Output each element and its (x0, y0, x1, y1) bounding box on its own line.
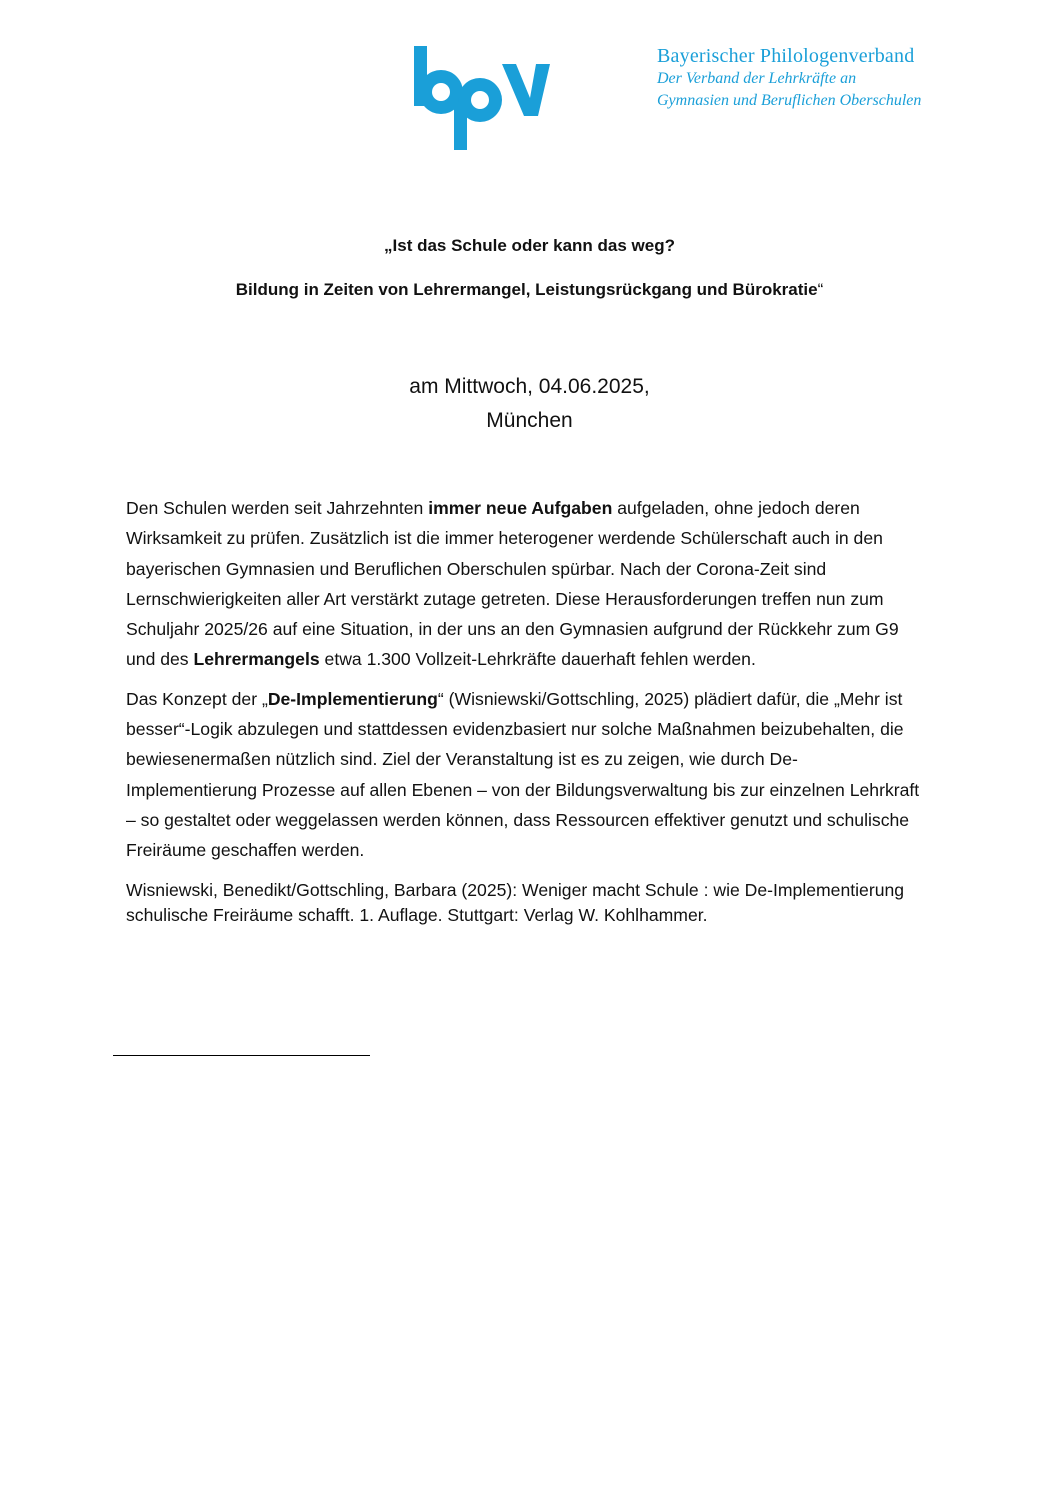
p1-bold-1: immer neue Aufgaben (428, 498, 613, 518)
p1-text-3: etwa 1.300 Vollzeit-Lehrkräfte dauerhaft fehlen werden. (319, 649, 756, 670)
p1-text-2: aufgeladen, ohne jedoch deren Wirksamkeit zu prüfen. Zusätzlich ist die immer heterogener werdende Schülerschaft auch in den bayerischen Gymnasien und Beruflichen Oberschulen spürbar. Nach der Corona-Zeit sind Lernschwierigkeiten aller Art verstärkt zutage getreten. Diese Herausforderungen treffen nun zum Schuljahr 2025/26 auf eine Situation, in der uns an den Gymnasien aufgrund der Rückkehr zum G9 und des (126, 498, 899, 670)
p1-text-1: Den Schulen werden seit Jahrzehnten (126, 498, 429, 518)
title-closing-quote: “ (817, 280, 824, 299)
event-place: München (486, 409, 573, 432)
org-subtitle-line1: Der Verband der Lehrkräfte an (657, 70, 857, 87)
paragraph-1 (126, 493, 926, 675)
title-line2-text: Bildung in Zeiten von Lehrermangel, Leistungsrückgang und Bürokratie (235, 280, 818, 299)
p2-text-2: “ (Wisniewski/Gottschling, 2025) plädiert dafür, die „Mehr ist besser“-Logik abzulegen und stattdessen evidenzbasiert nur solche Maßnahmen beizubehalten, die bewiesenermaßen nützlich sind. Ziel der Veranstaltung ist es zu zeigen, wie durch De-Implementierung Prozesse auf allen Ebenen – von der Bildungsverwaltung bis zur einzelnen Lehrkraft – so gestaltet oder weggelassen werden können, dass Ressourcen effektiver genutzt und schulische Freiräume geschaffen werden. (126, 688, 920, 861)
event-info (0, 370, 1059, 438)
org-subtitle-line2: Gymnasien und Beruflichen Oberschulen (657, 92, 922, 109)
reference: Wisniewski, Benedikt/Gottschling, Barbara (2025): Weniger macht Schule : wie De-Implementierung schulische Freiräume schafft. 1. Auflage. Stuttgart: Verlag W. Kohlhammer. (126, 879, 905, 925)
document-title-line1: „Ist das Schule oder kann das weg? (384, 236, 675, 255)
document-title-line2 (0, 280, 1059, 300)
footnote-separator (113, 1055, 370, 1056)
org-name: Bayerischer Philologenverband (657, 45, 915, 67)
org-header (657, 44, 921, 112)
p1-bold-2: Lehrermangels (193, 649, 320, 670)
bpv-logo (408, 44, 550, 152)
p2-bold-1: De-Implementierung (267, 688, 438, 709)
paragraph-2 (126, 684, 926, 866)
document-body (126, 493, 926, 937)
p2-text-1: Das Konzept der „ (126, 688, 268, 709)
event-date: am Mittwoch, 04.06.2025, (409, 375, 650, 398)
